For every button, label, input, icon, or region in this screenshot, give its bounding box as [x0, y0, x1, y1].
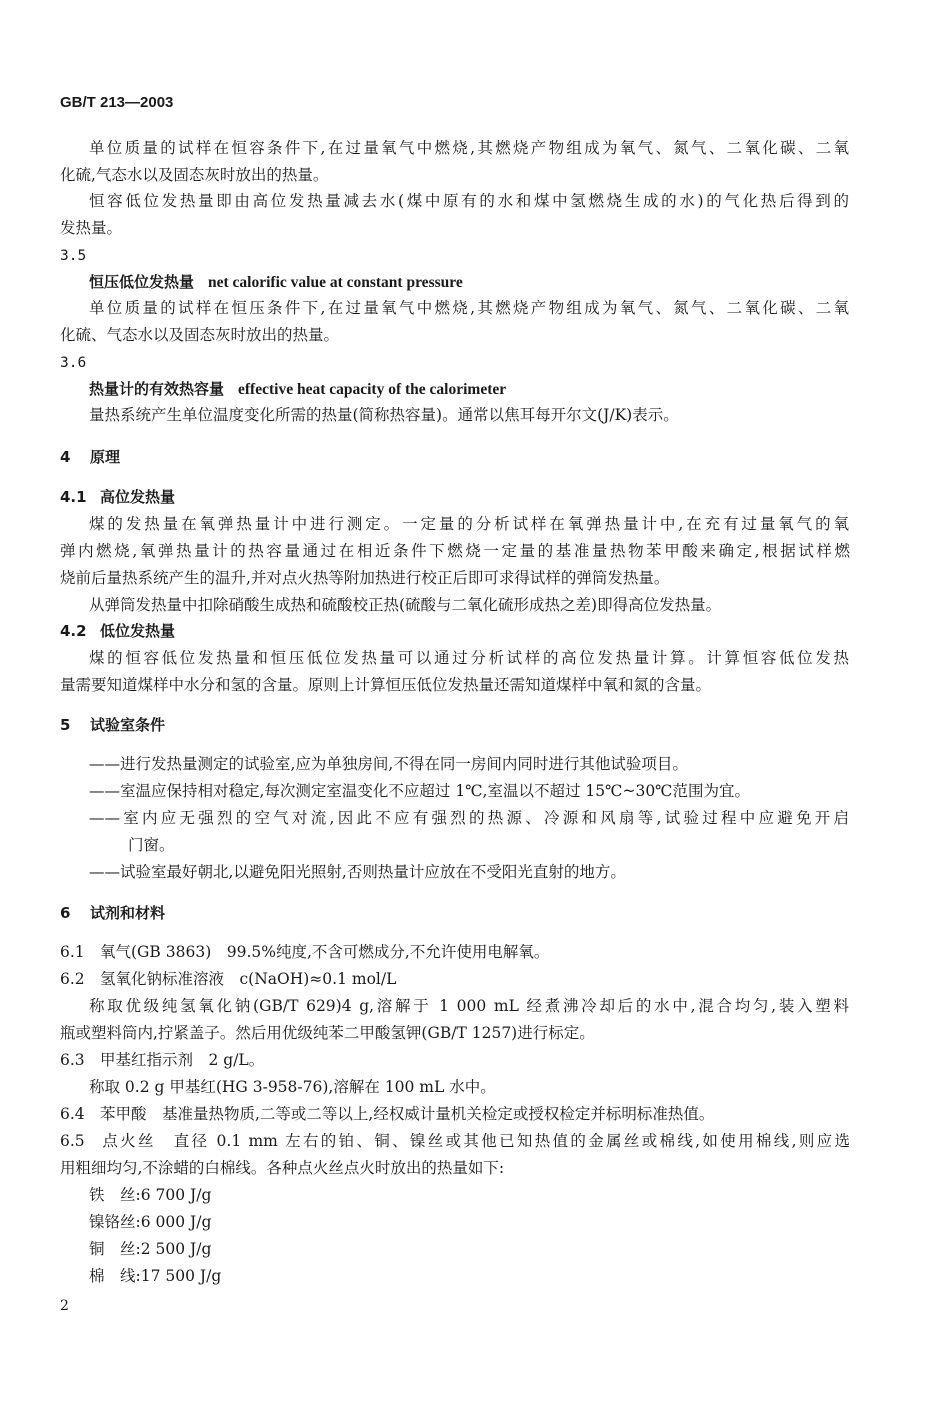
- section-6-2-number: 6.2: [60, 970, 85, 988]
- section-6-5-number: 6.5: [60, 1132, 85, 1150]
- section-6-heading: [60, 902, 850, 924]
- section-4-1-line3: 烧前后量热系统产生的温升,并对点火热等附加热进行校正后即可求得试样的弹筒发热量。: [60, 569, 670, 587]
- def-3-5-line2: 化硫、气态水以及固态灰时放出的热量。: [60, 326, 340, 344]
- wire-row-cotton: [89, 1265, 849, 1287]
- wire-name: 铜 丝: [89, 1240, 136, 1258]
- def-3-5-number: 3.5: [60, 248, 87, 264]
- section-6-2-line1: 称取优级纯氢氧化钠(GB/T 629)4 g,溶解于 1 000 mL 经煮沸冷却后的水中,混合均匀,装入塑料: [89, 997, 849, 1015]
- section-5-number: 5: [60, 716, 71, 734]
- def-3-6-term-cn: 热量计的有效热容量: [89, 380, 225, 398]
- section-4-1-line1: 煤的发热量在氧弹热量计中进行测定。一定量的分析试样在氧弹热量计中,在充有过量氧气的氧: [89, 515, 849, 533]
- section-4-1-number: 4.1: [60, 488, 87, 506]
- section-4-2-number: 4.2: [60, 622, 87, 640]
- wire-row-copper: [89, 1238, 849, 1260]
- section-5-item1: ——进行发热量测定的试验室,应为单独房间,不得在同一房间内同时进行其他试验项目。: [89, 755, 688, 773]
- def-3-4-para1-line1: 单位质量的试样在恒容条件下,在过量氧气中燃烧,其燃烧产物组成为氧气、氮气、二氧化碳、二氧: [89, 139, 849, 157]
- section-5-item3-line1: ——室内应无强烈的空气对流,因此不应有强烈的热源、冷源和风扇等,试验过程中应避免开启: [89, 809, 849, 827]
- def-3-4-para1-line2: 化硫,气态水以及固态灰时放出的热量。: [60, 166, 329, 184]
- section-6-3-heading: [60, 1049, 850, 1071]
- section-6-5-line2: 用粗细均匀,不涂蜡的白棉线。各种点火丝点火时放出的热量如下:: [60, 1159, 505, 1177]
- section-4-2-line2: 量需要知道煤样中水分和氢的含量。原则上计算恒压低位发热量还需知道煤样中氧和氮的含量。: [60, 676, 712, 694]
- def-3-4-para2-line2: 发热量。: [60, 219, 123, 237]
- def-3-6-line1: 量热系统产生单位温度变化所需的热量(简称热容量)。通常以焦耳每开尔文(J/K)表示。: [89, 406, 679, 424]
- standard-code-header: GB/T 213—2003: [60, 94, 174, 111]
- section-4-heading: [60, 446, 850, 468]
- section-5-item2: ——室温应保持相对稳定,每次测定室温变化不应超过 1℃,室温以不超过 15℃~30℃范围为宜。: [89, 782, 751, 800]
- def-3-6-number: 3.6: [60, 355, 87, 371]
- wire-name: 镍铬丝: [89, 1213, 136, 1231]
- def-3-5-line1: 单位质量的试样在恒压条件下,在过量氧气中燃烧,其燃烧产物组成为氧气、氮气、二氧化碳、二氧: [89, 299, 849, 317]
- def-3-5-term-cn: 恒压低位发热量: [89, 273, 195, 291]
- def-3-4-para2-line1: 恒容低位发热量即由高位发热量减去水(煤中原有的水和煤中氢燃烧生成的水)的气化热后得到的: [89, 192, 849, 210]
- section-6-title: 试剂和材料: [90, 904, 166, 922]
- section-4-number: 4: [60, 448, 71, 466]
- wire-value: :6 700 J/g: [135, 1186, 212, 1204]
- section-6-2-heading: [60, 968, 850, 990]
- section-6-1-text: 氧气(GB 3863) 99.5%纯度,不含可燃成分,不允许使用电解氧。: [100, 943, 550, 961]
- section-4-2-line1: 煤的恒容低位发热量和恒压低位发热量可以通过分析试样的高位发热量计算。计算恒容低位发热: [89, 649, 849, 667]
- section-4-1-line4: 从弹筒发热量中扣除硝酸生成热和硫酸校正热(硫酸与二氧化硫形成热之差)即得高位发热量。: [89, 596, 722, 614]
- section-4-title: 原理: [90, 448, 121, 466]
- section-5-title: 试验室条件: [90, 716, 166, 734]
- section-6-1-number: 6.1: [60, 943, 85, 961]
- section-5-item3-line2: 门窗。: [128, 836, 175, 854]
- section-6-4-text: 苯甲酸 基准量热物质,二等或二等以上,经权威计量机关检定或授权检定并标明标准热值。: [100, 1105, 715, 1123]
- def-3-5-term: [89, 271, 849, 294]
- section-6-4-number: 6.4: [60, 1105, 85, 1123]
- section-6-2-line2: 瓶或塑料筒内,拧紧盖子。然后用优级纯苯二甲酸氢钾(GB/T 1257)进行标定。: [60, 1024, 595, 1042]
- section-5-heading: [60, 714, 850, 736]
- def-3-6-term: [89, 378, 849, 401]
- section-6-2-title: 氢氧化钠标准溶液 c(NaOH)≈0.1 mol/L: [100, 970, 397, 988]
- wire-name: 棉 线: [89, 1267, 136, 1285]
- section-6-3-line1: 称取 0.2 g 甲基红(HG 3-958-76),溶解在 100 mL 水中。: [89, 1078, 496, 1096]
- section-4-1-title: 高位发热量: [100, 488, 176, 506]
- wire-name: 铁 丝: [89, 1186, 136, 1204]
- section-4-2-heading: [60, 620, 850, 642]
- wire-value: :17 500 J/g: [135, 1267, 222, 1285]
- wire-row-nichrome: [89, 1211, 849, 1233]
- section-5-item4: ——试验室最好朝北,以避免阳光照射,否则热量计应放在不受阳光直射的地方。: [89, 863, 626, 881]
- wire-row-iron: [89, 1184, 849, 1206]
- def-3-6-term-en: effective heat capacity of the calorimeter: [238, 381, 507, 398]
- section-4-2-title: 低位发热量: [100, 622, 176, 640]
- wire-value: :6 000 J/g: [135, 1213, 212, 1231]
- section-6-number: 6: [60, 904, 71, 922]
- section-6-1: [60, 941, 850, 963]
- section-6-5-line1: [60, 1130, 850, 1152]
- section-6-5-text: 点火丝 直径 0.1 mm 左右的铂、铜、镍丝或其他已知热值的金属丝或棉线,如使用棉线,则应选: [100, 1132, 850, 1150]
- page-number: 2: [60, 1298, 69, 1314]
- section-6-4: [60, 1103, 850, 1125]
- wire-value: :2 500 J/g: [135, 1240, 212, 1258]
- def-3-5-term-en: net calorific value at constant pressure: [208, 274, 463, 291]
- section-4-1-heading: [60, 486, 850, 508]
- section-4-1-line2: 弹内燃烧,氧弹热量计的热容量通过在相近条件下燃烧一定量的基准量热物苯甲酸来确定,根据试样燃: [60, 542, 850, 560]
- section-6-3-title: 甲基红指示剂 2 g/L。: [100, 1051, 265, 1069]
- section-6-3-number: 6.3: [60, 1051, 85, 1069]
